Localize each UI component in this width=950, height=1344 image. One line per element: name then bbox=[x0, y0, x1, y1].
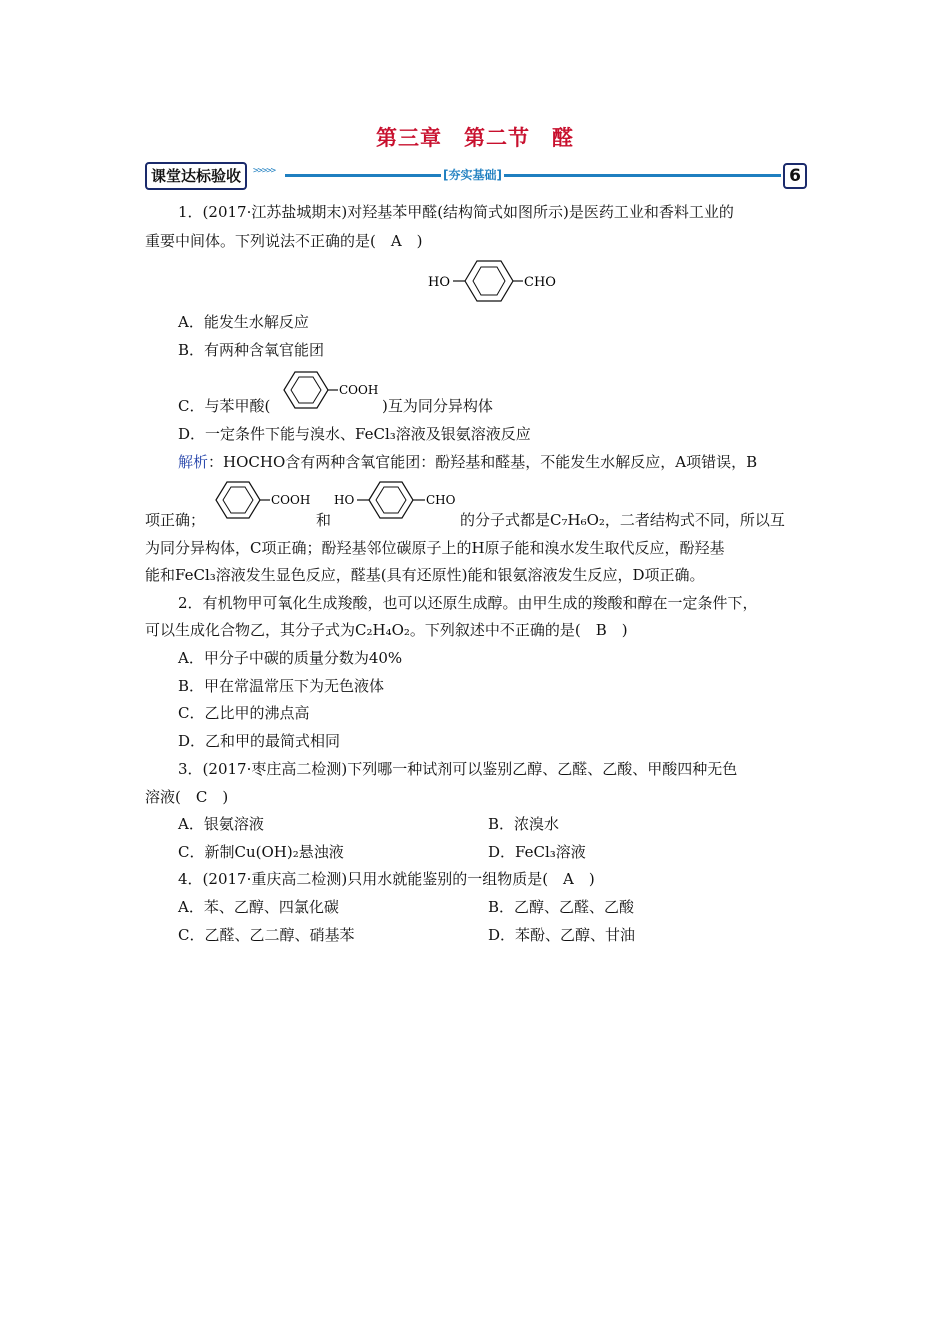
q2-stem-line2: 可以生成化合物乙，其分子式为C₂H₄O₂。下列叙述中不正确的是( B ) bbox=[145, 621, 628, 639]
benzoic-acid-group: COOH bbox=[339, 383, 379, 397]
q3-stem-line1: 3．(2017·枣庄高二检测)下列哪一种试剂可以鉴别乙醇、乙醛、乙酸、甲酸四种无色 bbox=[178, 760, 738, 778]
q3-option-c: C．新制Cu(OH)₂悬浊液 bbox=[178, 843, 344, 861]
q1-stem-line2: 重要中间体。下列说法不正确的是( A ) bbox=[145, 232, 423, 250]
q4-option-a: A．苯、乙醇、四氯化碳 bbox=[178, 898, 339, 916]
q1-analysis-line3: 为同分异构体，C项正确；酚羟基邻位碳原子上的H原子能和溴水发生取代反应，酚羟基 bbox=[145, 539, 725, 557]
q4-option-d: D．苯酚、乙醇、甘油 bbox=[488, 926, 636, 944]
q1-analysis-line4: 能和FeCl₃溶液发生显色反应，醛基(具有还原性)能和银氨溶液发生反应，D项正确。 bbox=[145, 566, 705, 584]
q1-analysis-line2-prefix: 项正确； bbox=[145, 511, 206, 529]
q1-option-b: B．有两种含氧官能团 bbox=[178, 341, 325, 359]
q1-analysis-line2-suffix: 的分子式都是C₇H₆O₂，二者结构式不同，所以互 bbox=[460, 511, 785, 529]
analysis-structure-right-group: CHO bbox=[426, 493, 456, 507]
q1-analysis-and: 和 bbox=[316, 511, 332, 529]
q1-option-d: D．一定条件下能与溴水、FeCl₃溶液及银氨溶液反应 bbox=[178, 425, 531, 443]
q4-stem: 4．(2017·重庆高二检测)只用水就能鉴别的一组物质是( A ) bbox=[178, 870, 595, 888]
banner-arrows: >>>>> bbox=[253, 166, 276, 176]
analysis-hydroxybenzaldehyde-structure bbox=[333, 480, 463, 522]
analysis-benzoic-acid-group: COOH bbox=[271, 493, 311, 507]
q2-stem-line1: 2．有机物甲可氧化生成羧酸，也可以还原生成醇。由甲生成的羧酸和醇在一定条件下， bbox=[178, 594, 758, 612]
q3-stem-line2: 溶液( C ) bbox=[145, 788, 229, 806]
q1-stem-line1: 1．(2017·江苏盐城期末)对羟基苯甲醛(结构简式如图所示)是医药工业和香料工业的 bbox=[178, 203, 734, 221]
q2-option-b: B．甲在常温常压下为无色液体 bbox=[178, 677, 385, 695]
structure-right-group: CHO bbox=[524, 275, 556, 290]
q2-option-c: C．乙比甲的沸点高 bbox=[178, 704, 310, 722]
q4-option-c: C．乙醛、乙二醇、硝基苯 bbox=[178, 926, 355, 944]
q1-analysis-line1 bbox=[178, 451, 757, 472]
q1-option-c-suffix: )互为同分异构体 bbox=[382, 397, 493, 415]
section-banner bbox=[145, 160, 807, 190]
analysis-text-1: ：HOCHO含有两种含氧官能团：酚羟基和醛基，不能发生水解反应，A项错误，B bbox=[208, 453, 758, 471]
hydroxybenzaldehyde-structure bbox=[425, 258, 560, 304]
q3-option-a: A．银氨溶液 bbox=[178, 815, 264, 833]
q4-option-b: B．乙醇、乙醛、乙酸 bbox=[488, 898, 635, 916]
analysis-label: 解析 bbox=[178, 453, 209, 471]
banner-center-label: [夯实基础] bbox=[443, 168, 502, 182]
structure-left-group: HO bbox=[428, 275, 450, 290]
banner-number: 6 bbox=[783, 163, 807, 189]
q1-option-c-prefix: C．与苯甲酸( bbox=[178, 397, 271, 415]
q2-option-d: D．乙和甲的最简式相同 bbox=[178, 732, 341, 750]
page-title: 第三章 第二节 醛 bbox=[376, 125, 574, 150]
q3-option-d: D．FeCl₃溶液 bbox=[488, 843, 586, 861]
banner-line bbox=[285, 174, 781, 177]
analysis-benzoic-acid-structure bbox=[212, 480, 322, 522]
q2-option-a: A．甲分子中碳的质量分数为40% bbox=[178, 649, 403, 667]
banner-label: 课堂达标验收 bbox=[145, 162, 247, 190]
benzoic-acid-structure bbox=[280, 370, 390, 412]
q3-option-b: B．浓溴水 bbox=[488, 815, 560, 833]
q1-option-a: A．能发生水解反应 bbox=[178, 313, 309, 331]
analysis-structure-left-group: HO bbox=[334, 493, 355, 507]
